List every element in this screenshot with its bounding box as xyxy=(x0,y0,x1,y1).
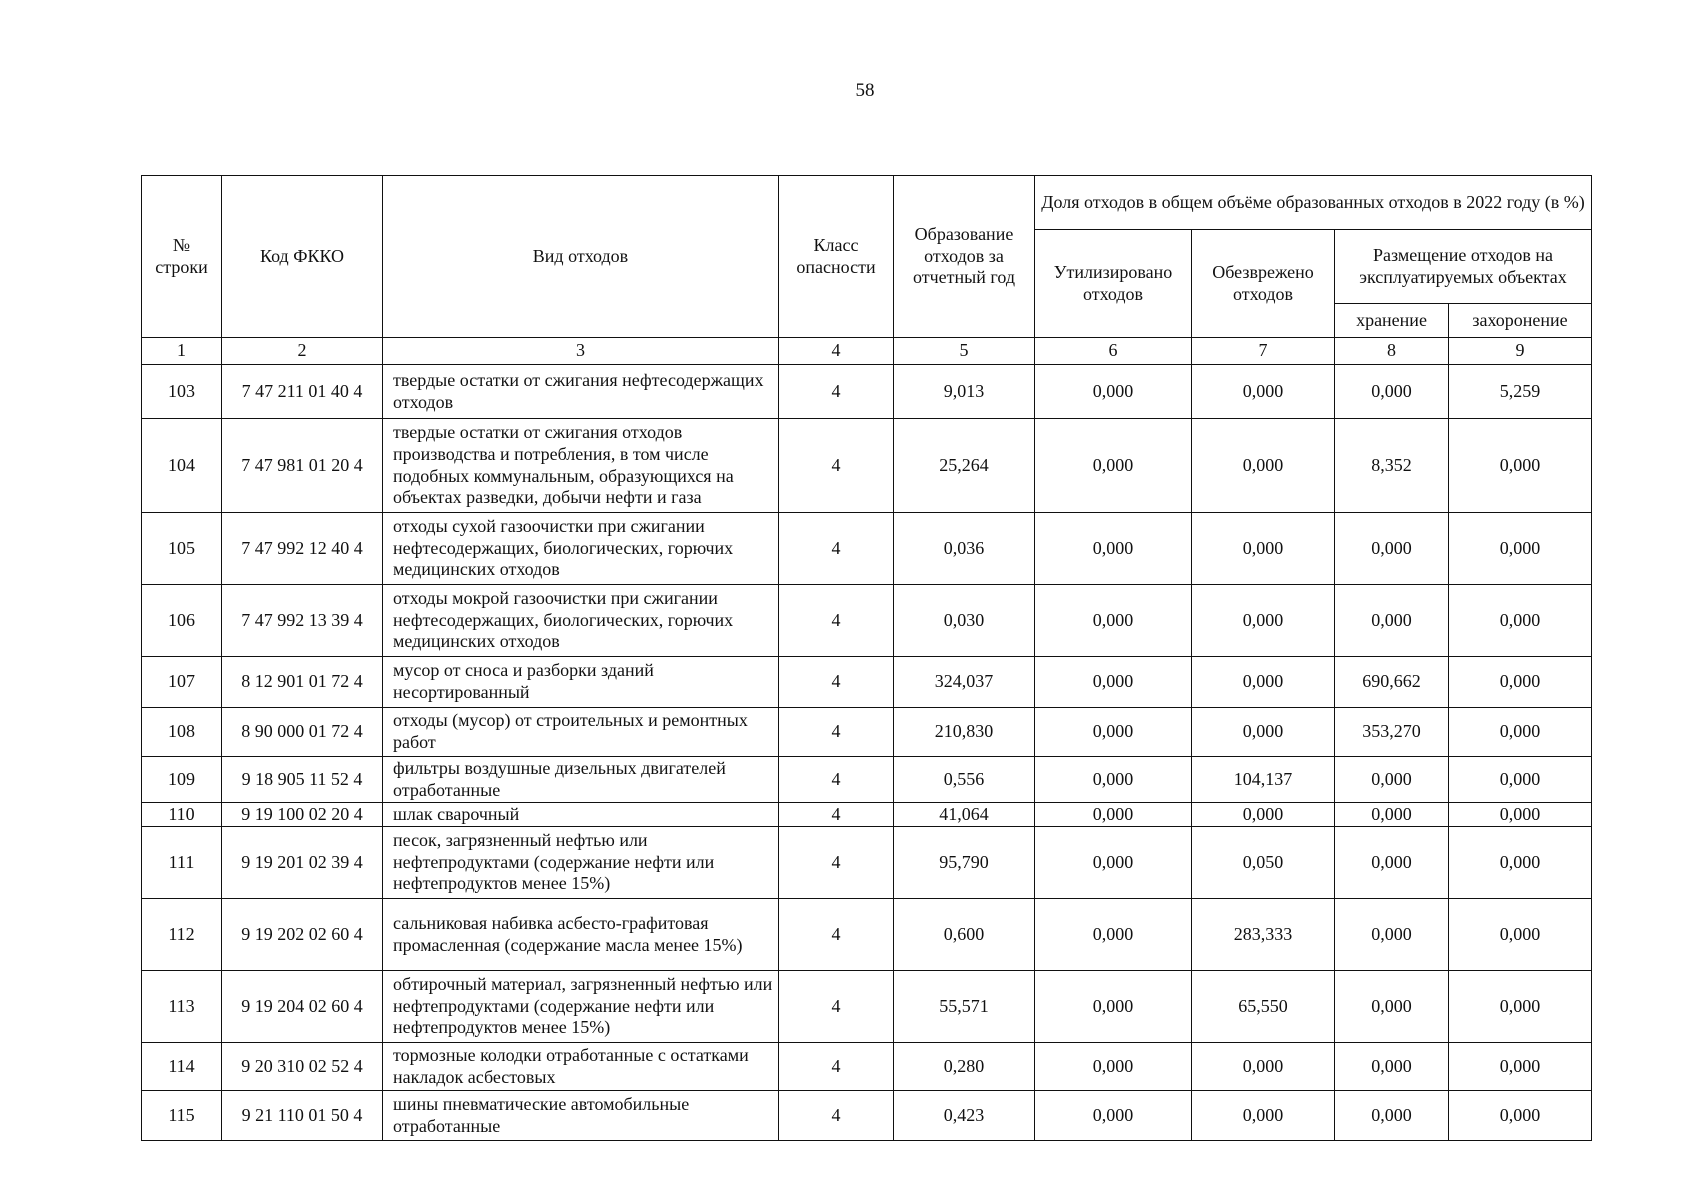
hazard-class: 4 xyxy=(779,585,894,657)
fkko-code: 9 21 110 01 50 4 xyxy=(222,1091,383,1141)
utilized-value: 0,000 xyxy=(1035,757,1192,803)
utilized-value: 0,000 xyxy=(1035,1043,1192,1091)
hazard-class: 4 xyxy=(779,419,894,513)
waste-table xyxy=(141,175,1592,1141)
table-row xyxy=(142,827,1592,899)
table-row xyxy=(142,1091,1592,1141)
waste-kind: твердые остатки от сжигания нефтесодержащих отходов xyxy=(383,365,779,419)
fkko-code: 7 47 992 12 40 4 xyxy=(222,513,383,585)
row-number: 106 xyxy=(142,585,222,657)
row-number: 109 xyxy=(142,757,222,803)
page-number: 58 xyxy=(855,80,875,101)
column-number: 3 xyxy=(383,338,779,365)
storage-value: 690,662 xyxy=(1335,657,1449,708)
storage-value: 0,000 xyxy=(1335,585,1449,657)
utilized-value: 0,000 xyxy=(1035,1091,1192,1141)
storage-value: 0,000 xyxy=(1335,971,1449,1043)
column-number: 9 xyxy=(1449,338,1592,365)
neutralized-value: 0,000 xyxy=(1192,513,1335,585)
row-number: 104 xyxy=(142,419,222,513)
hazard-class: 4 xyxy=(779,657,894,708)
waste-kind: обтирочный материал, загрязненный нефтью или нефтепродуктами (содержание нефти или нефтепродуктов менее 15%) xyxy=(383,971,779,1043)
row-number: 112 xyxy=(142,899,222,971)
storage-value: 0,000 xyxy=(1335,757,1449,803)
fkko-code: 7 47 211 01 40 4 xyxy=(222,365,383,419)
storage-value: 0,000 xyxy=(1335,899,1449,971)
formation-value: 9,013 xyxy=(894,365,1035,419)
burial-value: 0,000 xyxy=(1449,1091,1592,1141)
storage-value: 0,000 xyxy=(1335,827,1449,899)
burial-value: 0,000 xyxy=(1449,757,1592,803)
burial-value: 0,000 xyxy=(1449,827,1592,899)
utilized-value: 0,000 xyxy=(1035,365,1192,419)
header-placement-group: Размещение отходов на эксплуатируемых объектах xyxy=(1335,230,1592,304)
row-number: 108 xyxy=(142,708,222,757)
utilized-value: 0,000 xyxy=(1035,803,1192,827)
burial-value: 0,000 xyxy=(1449,899,1592,971)
hazard-class: 4 xyxy=(779,1043,894,1091)
neutralized-value: 283,333 xyxy=(1192,899,1335,971)
neutralized-value: 0,050 xyxy=(1192,827,1335,899)
burial-value: 0,000 xyxy=(1449,803,1592,827)
hazard-class: 4 xyxy=(779,803,894,827)
hazard-class: 4 xyxy=(779,513,894,585)
utilized-value: 0,000 xyxy=(1035,708,1192,757)
fkko-code: 9 19 202 02 60 4 xyxy=(222,899,383,971)
utilized-value: 0,000 xyxy=(1035,513,1192,585)
waste-kind: фильтры воздушные дизельных двигателей отработанные xyxy=(383,757,779,803)
table-row xyxy=(142,657,1592,708)
storage-value: 0,000 xyxy=(1335,1091,1449,1141)
header-code: Код ФККО xyxy=(222,176,383,338)
utilized-value: 0,000 xyxy=(1035,657,1192,708)
header-row-no: № строки xyxy=(142,176,222,338)
row-number: 111 xyxy=(142,827,222,899)
fkko-code: 8 90 000 01 72 4 xyxy=(222,708,383,757)
formation-value: 0,423 xyxy=(894,1091,1035,1141)
table-row xyxy=(142,971,1592,1043)
neutralized-value: 0,000 xyxy=(1192,708,1335,757)
utilized-value: 0,000 xyxy=(1035,899,1192,971)
storage-value: 0,000 xyxy=(1335,513,1449,585)
column-number: 2 xyxy=(222,338,383,365)
table-row xyxy=(142,419,1592,513)
neutralized-value: 0,000 xyxy=(1192,657,1335,708)
burial-value: 0,000 xyxy=(1449,585,1592,657)
header-neutralized: Обезврежено отходов xyxy=(1192,230,1335,338)
formation-value: 41,064 xyxy=(894,803,1035,827)
formation-value: 55,571 xyxy=(894,971,1035,1043)
column-number: 5 xyxy=(894,338,1035,365)
neutralized-value: 65,550 xyxy=(1192,971,1335,1043)
utilized-value: 0,000 xyxy=(1035,585,1192,657)
fkko-code: 9 19 201 02 39 4 xyxy=(222,827,383,899)
header-share-group: Доля отходов в общем объёме образованных отходов в 2022 году (в %) xyxy=(1035,176,1592,230)
burial-value: 0,000 xyxy=(1449,419,1592,513)
fkko-code: 9 20 310 02 52 4 xyxy=(222,1043,383,1091)
header-storage: хранение xyxy=(1335,304,1449,338)
table-row xyxy=(142,708,1592,757)
formation-value: 210,830 xyxy=(894,708,1035,757)
row-number: 113 xyxy=(142,971,222,1043)
waste-kind: шины пневматические автомобильные отработанные xyxy=(383,1091,779,1141)
formation-value: 0,280 xyxy=(894,1043,1035,1091)
row-number: 115 xyxy=(142,1091,222,1141)
neutralized-value: 0,000 xyxy=(1192,1091,1335,1141)
hazard-class: 4 xyxy=(779,827,894,899)
formation-value: 0,030 xyxy=(894,585,1035,657)
column-number: 8 xyxy=(1335,338,1449,365)
hazard-class: 4 xyxy=(779,899,894,971)
row-number: 105 xyxy=(142,513,222,585)
row-number: 110 xyxy=(142,803,222,827)
burial-value: 0,000 xyxy=(1449,708,1592,757)
column-number: 1 xyxy=(142,338,222,365)
table-row xyxy=(142,365,1592,419)
column-number: 4 xyxy=(779,338,894,365)
storage-value: 353,270 xyxy=(1335,708,1449,757)
neutralized-value: 0,000 xyxy=(1192,803,1335,827)
fkko-code: 9 18 905 11 52 4 xyxy=(222,757,383,803)
fkko-code: 8 12 901 01 72 4 xyxy=(222,657,383,708)
header-class: Класс опасности xyxy=(779,176,894,338)
storage-value: 8,352 xyxy=(1335,419,1449,513)
hazard-class: 4 xyxy=(779,971,894,1043)
row-number: 114 xyxy=(142,1043,222,1091)
table-row xyxy=(142,513,1592,585)
header-utilized: Утилизировано отходов xyxy=(1035,230,1192,338)
column-number-row xyxy=(142,338,1592,365)
hazard-class: 4 xyxy=(779,708,894,757)
formation-value: 0,036 xyxy=(894,513,1035,585)
waste-kind: песок, загрязненный нефтью или нефтепродуктами (содержание нефти или нефтепродуктов менее 15%) xyxy=(383,827,779,899)
burial-value: 0,000 xyxy=(1449,971,1592,1043)
waste-kind: мусор от сноса и разборки зданий несортированный xyxy=(383,657,779,708)
hazard-class: 4 xyxy=(779,365,894,419)
neutralized-value: 0,000 xyxy=(1192,365,1335,419)
burial-value: 5,259 xyxy=(1449,365,1592,419)
header-burial: захоронение xyxy=(1449,304,1592,338)
column-number: 7 xyxy=(1192,338,1335,365)
fkko-code: 7 47 981 01 20 4 xyxy=(222,419,383,513)
fkko-code: 7 47 992 13 39 4 xyxy=(222,585,383,657)
hazard-class: 4 xyxy=(779,1091,894,1141)
formation-value: 324,037 xyxy=(894,657,1035,708)
neutralized-value: 104,137 xyxy=(1192,757,1335,803)
table-row xyxy=(142,757,1592,803)
waste-kind: отходы (мусор) от строительных и ремонтных работ xyxy=(383,708,779,757)
table-row xyxy=(142,803,1592,827)
fkko-code: 9 19 100 02 20 4 xyxy=(222,803,383,827)
formation-value: 0,600 xyxy=(894,899,1035,971)
waste-kind: шлак сварочный xyxy=(383,803,779,827)
waste-kind: тормозные колодки отработанные с остатками накладок асбестовых xyxy=(383,1043,779,1091)
storage-value: 0,000 xyxy=(1335,365,1449,419)
waste-kind: твердые остатки от сжигания отходов производства и потребления, в том числе подобных коммунальным, образующихся на объектах разведки, добычи нефти и газа xyxy=(383,419,779,513)
neutralized-value: 0,000 xyxy=(1192,419,1335,513)
row-number: 103 xyxy=(142,365,222,419)
table-row xyxy=(142,585,1592,657)
row-number: 107 xyxy=(142,657,222,708)
burial-value: 0,000 xyxy=(1449,1043,1592,1091)
formation-value: 0,556 xyxy=(894,757,1035,803)
utilized-value: 0,000 xyxy=(1035,419,1192,513)
burial-value: 0,000 xyxy=(1449,513,1592,585)
hazard-class: 4 xyxy=(779,757,894,803)
header-formation: Образование отходов за отчетный год xyxy=(894,176,1035,338)
utilized-value: 0,000 xyxy=(1035,971,1192,1043)
waste-kind: сальниковая набивка асбесто-графитовая промасленная (содержание масла менее 15%) xyxy=(383,899,779,971)
column-number: 6 xyxy=(1035,338,1192,365)
formation-value: 95,790 xyxy=(894,827,1035,899)
formation-value: 25,264 xyxy=(894,419,1035,513)
header-kind: Вид отходов xyxy=(383,176,779,338)
burial-value: 0,000 xyxy=(1449,657,1592,708)
table-row xyxy=(142,899,1592,971)
storage-value: 0,000 xyxy=(1335,803,1449,827)
fkko-code: 9 19 204 02 60 4 xyxy=(222,971,383,1043)
utilized-value: 0,000 xyxy=(1035,827,1192,899)
neutralized-value: 0,000 xyxy=(1192,1043,1335,1091)
waste-kind: отходы сухой газоочистки при сжигании нефтесодержащих, биологических, горючих медицинских отходов xyxy=(383,513,779,585)
storage-value: 0,000 xyxy=(1335,1043,1449,1091)
table-row xyxy=(142,1043,1592,1091)
neutralized-value: 0,000 xyxy=(1192,585,1335,657)
waste-kind: отходы мокрой газоочистки при сжигании нефтесодержащих, биологических, горючих медицинских отходов xyxy=(383,585,779,657)
